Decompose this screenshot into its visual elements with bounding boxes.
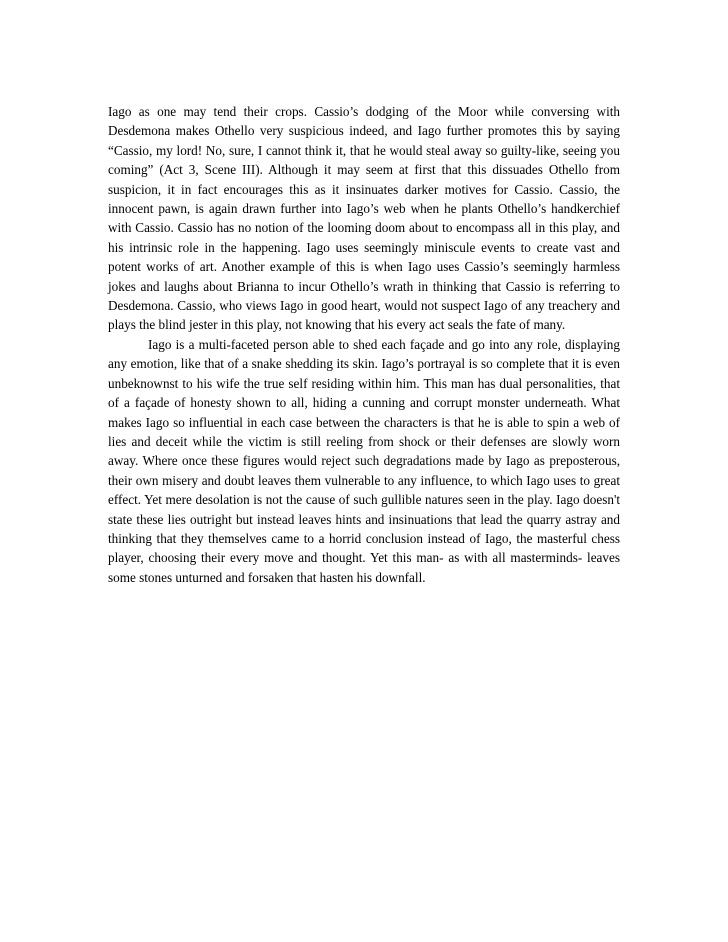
document-page <box>108 102 620 587</box>
paragraph-2: Iago is a multi-faceted person able to shed each façade and go into any role, displaying any emotion, like that of a snake shedding its skin. Iago’s portrayal is so complete that it is even unbeknownst to his wife the true self residing within him. This man has dual personalities, that of a façade of honesty shown to all, hiding a cunning and corrupt monster underneath. What makes Iago so influential in each case between the characters is that he is able to spin a web of lies and deceit while the victim is still reeling from shock or their defenses are slowly worn away. Where once these figures would reject such degradations made by Iago as preposterous, their own misery and doubt leaves them vulnerable to any influence, to which Iago uses to great effect. Yet mere desolation is not the cause of such gullible natures seen in the play. Iago doesn't state these lies outright but instead leaves hints and insinuations that lead the quarry astray and thinking that they themselves came to a horrid conclusion instead of Iago, the masterful chess player, choosing their every move and thought. Yet this man- as with all masterminds- leaves some stones unturned and forsaken that hasten his downfall. <box>108 336 620 585</box>
paragraph-1: Iago as one may tend their crops. Cassio’s dodging of the Moor while conversing with Desdemona makes Othello very suspicious indeed, and Iago further promotes this by saying “Cassio, my lord! No, sure, I cannot think it, that he would steal away so guilty-like, seeing you coming” (Act 3, Scene III). Although it may seem at first that this dissuades Othello from suspicion, it in fact encourages this as it insinuates darker motives for Cassio. Cassio, the innocent pawn, is again drawn further into Iago’s web when he plants Othello’s handkerchief with Cassio. Cassio has no notion of the looming doom about to encompass all in this play, and his intrinsic role in the happening. Iago uses seemingly miniscule events to create vast and potent works of art. Another example of this is when Iago uses Cassio’s seemingly harmless jokes and laughs about Brianna to incur Othello’s wrath in thinking that Cassio is referring to Desdemona. Cassio, who views Iago in good heart, would not suspect Iago of any treachery and plays the blind jester in this play, not knowing that his every act seals the fate of many. <box>108 104 620 333</box>
